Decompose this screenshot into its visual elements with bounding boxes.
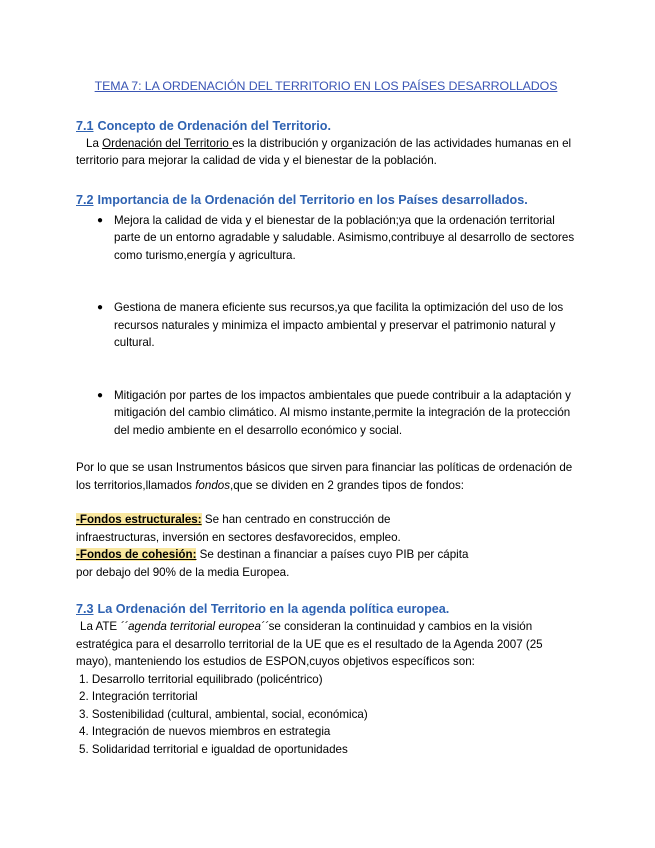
list-item: 4. Integración de nuevos miembros en estrategia <box>79 725 331 738</box>
importance-list <box>76 212 581 440</box>
fondo-cohesion-label: -Fondos de cohesión: <box>76 548 197 561</box>
section-heading <box>76 117 581 135</box>
funds-term: fondos <box>195 478 231 492</box>
section-number: 7.1 <box>76 118 94 133</box>
section-7-3 <box>76 600 581 758</box>
section-number: 7.3 <box>76 602 94 616</box>
definition-paragraph: La Ordenación del Territorio es la distribución y organización de las actividades humanas en el territorio para mejorar la calidad de vida y el bienestar de la población. <box>76 136 572 167</box>
list-item: 5. Solidaridad territorial e igualdad de oportunidades <box>79 742 348 756</box>
bullet-icon: ● <box>97 302 104 313</box>
list-item: 3. Sostenibilidad (cultural, ambiental, social, económica) <box>79 707 368 721</box>
list-item: 1. Desarrollo territorial equilibrado (policéntrico) <box>79 672 323 686</box>
list-item: ● Gestiona de manera eficiente sus recursos,ya que facilita la optimización del uso de los recursos naturales y minimiza el impacto ambiental y preservar el patrimonio natural y cultural. <box>97 301 564 349</box>
document-page <box>76 78 581 758</box>
fondo-cohesion-paragraph: -Fondos de cohesión: Se destinan a financiar a países cuyo PIB per cápita por debajo del 90% de la media Europea. <box>76 548 469 579</box>
defined-term: Ordenación del Territorio <box>102 136 233 150</box>
section-number: 7.2 <box>76 192 94 207</box>
agenda-paragraph: La ATE ´´agenda territorial europea´´se consideran la continuidad y cambios en la visión estratégica para el desarrollo territorial de la UE que es el resultado de la Agenda 2007 (25 mayo), manteniendo los estudios de ESPON,cuyos objetivos específicos son: <box>76 620 543 668</box>
agenda-term: ´´agenda territorial europea´´ <box>120 620 269 633</box>
bullet-icon: ● <box>97 214 104 226</box>
section-heading <box>76 600 581 618</box>
objectives-list <box>76 671 581 759</box>
fondo-estructural-paragraph: -Fondos estructurales: Se han centrado en construcción de infraestructuras, inversión en sectores desfavorecidos, empleo. <box>76 513 401 544</box>
page-title: TEMA 7: LA ORDENACIÓN DEL TERRITORIO EN LOS PAÍSES DESARROLLADOS <box>94 79 558 93</box>
section-title: La Ordenación del Territorio en la agenda política europea. <box>97 602 450 616</box>
section-7-1 <box>76 117 581 170</box>
list-item: 2. Integración territorial <box>79 690 198 703</box>
list-item: ● Mejora la calidad de vida y el bienestar de la población;ya que la ordenación territorial parte de un entorno agradable y saludable. Asimismo,contribuye al desarrollo de sectores como turismo,energía y agricultura. <box>97 213 575 262</box>
funds-intro-paragraph: Por lo que se usan Instrumentos básicos que sirven para financiar las políticas de ordenación de los territorios,llamados fondos,que se dividen en 2 grandes tipos de fondos: <box>76 461 573 492</box>
bullet-icon: ● <box>97 389 104 401</box>
section-7-2 <box>76 191 581 582</box>
list-item: ● Mitigación por partes de los impactos ambientales que puede contribuir a la adaptación y mitigación del cambio climático. Al mismo instante,permite la integración de la protección del medio ambiente en el desarrollo económico y social. <box>97 388 571 437</box>
section-heading <box>76 191 581 209</box>
section-title: Concepto de Ordenación del Territorio. <box>97 118 331 133</box>
section-title: Importancia de la Ordenación del Territorio en los Países desarrollados. <box>97 192 528 207</box>
fondo-estructural-label: -Fondos estructurales: <box>76 513 202 526</box>
